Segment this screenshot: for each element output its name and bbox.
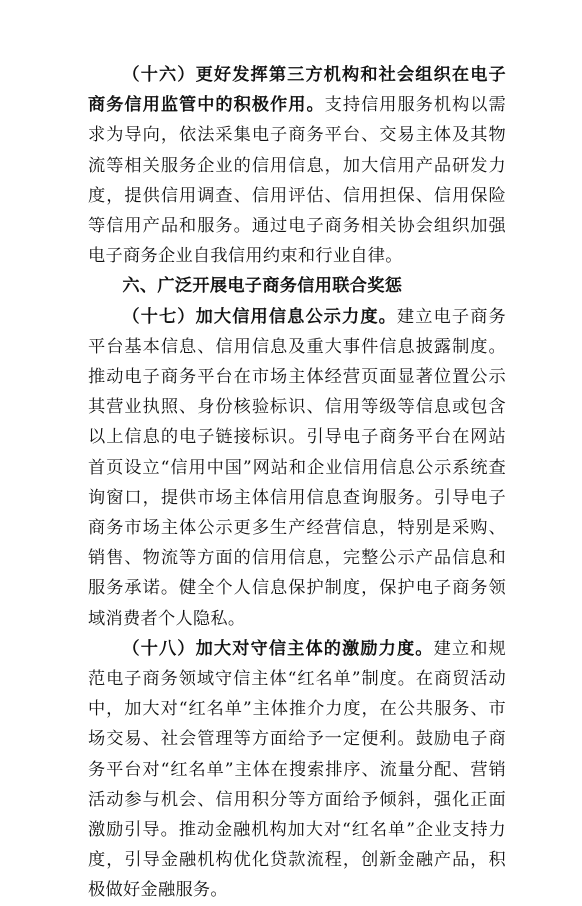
document-page [88,60,506,906]
paragraph-18-title: （十八）加大对守信主体的激励力度。 [122,638,434,659]
paragraph-16 [88,60,506,271]
paragraph-17-body: 建立电子商务平台基本信息、信用信息及重大事件信息披露制度。推动电子商务平台在市场主体经营页面显著位置公示其营业执照、身份核验标识、信用等级等信息或包含以上信息的电子链接标识。引导电子商务平台在网站首页设立“信用中国”网站和企业信用信息公示系统查询窗口，提供市场主体信用信息查询服务。引导电子商务市场主体公示更多生产经营信息，特别是采购、销售、物流等方面的信用信息，完整公示产品信息和服务承诺。健全个人信息保护制度，保护电子商务领域消费者个人隐私。 [88,306,506,629]
paragraph-16-body: 支持信用服务机构以需求为导向，依法采集电子商务平台、交易主体及其物流等相关服务企业的信用信息，加大信用产品研发力度，提供信用调查、信用评估、信用担保、信用保险等信用产品和服务。通过电子商务相关协会组织加强电子商务企业自我信用约束和行业自律。 [88,95,506,267]
section-heading-6: 六、广泛开展电子商务信用联合奖惩 [122,276,403,297]
paragraph-16-title: （十六）更好发挥第三方机构和社会组织在电子商务信用监管中的积极作用。 [88,65,506,116]
paragraph-18 [88,634,506,906]
paragraph-18-body: 建立和规范电子商务领域守信主体“红名单”制度。在商贸活动中，加大对“红名单”主体推介力度，在公共服务、市场交易、社会管理等方面给予一定便利。鼓励电子商务平台对“红名单”主体在搜索排序、流量分配、营销活动参与机会、信用积分等方面给予倾斜，强化正面激励引导。推动金融机构加大对“红名单”企业支持力度，引导金融机构优化贷款流程，创新金融产品，积极做好金融服务。 [88,638,506,901]
paragraph-17-title: （十七）加大信用信息公示力度。 [122,306,397,327]
paragraph-17 [88,302,506,634]
